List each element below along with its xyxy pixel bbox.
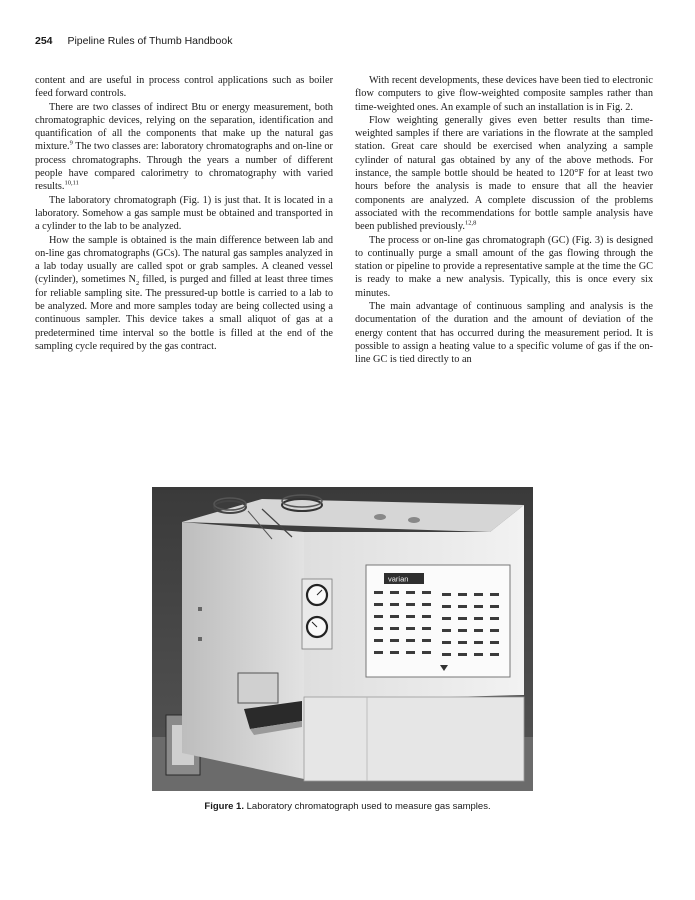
- right-paragraph-3: The process or on-line gas chromatograph (GC) (Fig. 3) is designed to continually purge a small amount of the gas flowing through the station or pipeline to provide a representative sample at the time the GC is ready to make a new analysis. Typically, this is once every six minutes.: [355, 234, 653, 299]
- left-column: [35, 74, 333, 353]
- instrument-side: [182, 522, 304, 779]
- right-column: [355, 74, 653, 367]
- right-paragraph-2-text: Flow weighting generally gives even better results than time-weighted samples if there are variations in the flowrate at the sampled station. Great care should be exercised when analyzing a sample cylinder of natural gas obtained by any of the above methods. For instance, the sample bottle should be heated to 120°F for at least two hours before the analysis is made to ensure that all the heavier components are analyzed. A complete discussion of the problems associated with the recommendations for bottle sample analysis have been published previously.: [355, 114, 653, 233]
- running-header: [35, 35, 232, 47]
- subscript-2: 2: [135, 280, 140, 288]
- right-paragraph-1: With recent developments, these devices have been tied to electronic flow computers to give flow-weighted composite samples rather than time-weighted ones. An example of such an installation is in Fig. 2.: [355, 75, 653, 113]
- left-paragraph-3: The laboratory chromatograph (Fig. 1) is just that. It is located in a laboratory. Somehow a gas sample must be obtained and transported in a cylinder to the lab to be analyzed.: [35, 194, 333, 233]
- page-number: 254: [35, 35, 53, 47]
- reference-12-8: 12,8: [465, 219, 477, 227]
- reference-10-11: 10,11: [64, 179, 79, 187]
- left-paragraph-2: [35, 101, 333, 194]
- figure-caption-text: Laboratory chromatograph used to measure gas samples.: [246, 801, 491, 812]
- running-title: Pipeline Rules of Thumb Handbook: [67, 35, 233, 47]
- left-paragraph-4: [35, 234, 333, 354]
- figure-caption: [0, 801, 695, 812]
- right-paragraph-2: [355, 114, 653, 234]
- left-paragraph-2-text-b: The two classes are: laboratory chromatographs and on-line or process chromatographs. Through the years a number of different people have compared calorimetry to chromatography with varied results.: [35, 141, 333, 193]
- left-paragraph-4-text-a: How the sample is obtained is the main difference between lab and on-line gas chromatographs (GCs). The natural gas samples analyzed in a lab today usually are called spot or grab samples. A cleaned vessel (cylinder), sometimes N: [35, 234, 333, 286]
- left-paragraph-1: content and are useful in process control applications such as boiler feed forward controls.: [35, 75, 333, 100]
- figure-1-photo: [152, 487, 533, 791]
- figure-label: Figure 1.: [204, 801, 244, 812]
- varian-logo-text: varian: [388, 574, 409, 584]
- left-paragraph-4-text-b: filled, is purged and filled at least three times for reliable sampling site. The pressured-up bottle is carried to a lab to be analyzed. More and more samples today are being collected using a continuous sampler. This device takes a small aliquot of gas at a predetermined time interval so the bottle is filled at the end of the sampling cycle required by the gas contract.: [35, 274, 333, 352]
- reference-9: 9: [69, 140, 73, 148]
- right-paragraph-4: The main advantage of continuous sampling and analysis is the documentation of the duration and the amount of deviation of the energy content that has occurred during the measurement period. It is possible to assign a heating value to a specific volume of gas if the on-line GC is tied directly to an: [355, 301, 653, 366]
- left-paragraph-2-text-a: There are two classes of indirect Btu or energy measurement, both chromatographic devices, relying on the separation, identification and quantification of all the components that make up the natural gas mixture.: [35, 101, 333, 153]
